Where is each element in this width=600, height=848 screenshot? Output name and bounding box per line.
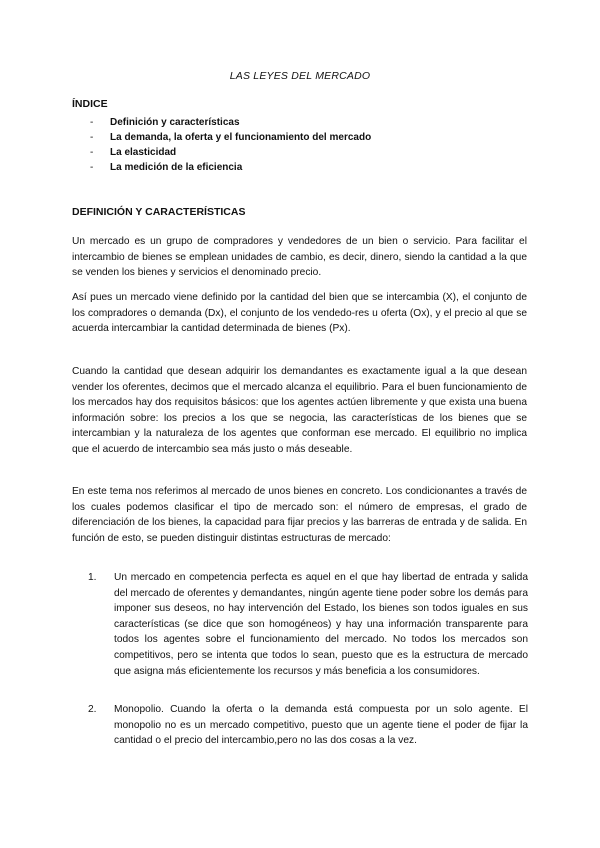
list-number: 2. xyxy=(88,704,97,715)
index-list xyxy=(90,115,371,175)
index-heading: ÍNDICE xyxy=(72,98,108,110)
dash-bullet: - xyxy=(90,117,94,128)
dash-bullet: - xyxy=(90,162,94,173)
dash-bullet: - xyxy=(90,147,94,158)
structures-list xyxy=(88,570,528,679)
list-item xyxy=(88,702,528,749)
document-title: LAS LEYES DEL MERCADO xyxy=(229,70,371,82)
structures-list-continued xyxy=(88,702,528,749)
index-item xyxy=(90,145,371,160)
index-item xyxy=(90,160,371,175)
paragraph-market-components: Así pues un mercado viene definido por la cantidad del bien que se intercambia (X), el conjunto de los compradores o demanda (Dx), el conjunto de los vendedo-res u oferta (Ox), y el precio al que se acuerda intercambiar la cantidad determinada de bienes (Px). xyxy=(72,292,527,335)
index-item xyxy=(90,130,371,145)
section-heading: DEFINICIÓN Y CARACTERÍSTICAS xyxy=(72,206,246,218)
index-item-label: Definición y características xyxy=(110,117,240,128)
paragraph-definition: Un mercado es un grupo de compradores y vendedores de un bien o servicio. Para facilitar el intercambio de bienes se emplean unidades de cambio, es decir, dinero, siendo la cantidad a la que se venden los bienes y servicios el denominado precio. xyxy=(72,236,527,279)
list-item-text: Un mercado en competencia perfecta es aquel en el que hay libertad de entrada y salida del mercado de oferentes y demandantes, ningún agente tiene poder sobre los demás para imponer sus deseos, no hay intervención del Estado, los bienes son todos iguales en sus características (se dice que son homogéneos) y hay una información transparente para todos los agentes sobre el funcionamiento del mercado. No todos los mercados son competitivos, pero se intenta que todos lo sean, puesto que es la estructura de mercado que asigna más eficientemente los recursos y más beneficia a los consumidores. xyxy=(114,572,528,677)
list-number: 1. xyxy=(88,572,97,583)
paragraph-equilibrium: Cuando la cantidad que desean adquirir los demandantes es exactamente igual a la que desean vender los oferentes, decimos que el mercado alcanza el equilibrio. Para el buen funcionamiento de los mercados hay dos requisitos básicos: que los agentes actúen libremente y que exista una buena información sobre: los precios a los que se negocia, las características de los bienes que se intercambian y la naturaleza de los agentes que conforman ese mercado. El equilibrio no implica que el acuerdo de intercambio sea más justo o más deseable. xyxy=(72,366,527,455)
list-item-text: Monopolio. Cuando la oferta o la demanda está compuesta por un solo agente. El monopolio no es un mercado competitivo, puesto que un agente tiene el poder de fijar la cantidad o el precio del intercambio,pero no las dos cosas a la vez. xyxy=(114,704,528,747)
list-item xyxy=(88,570,528,679)
index-item-label: La demanda, la oferta y el funcionamiento del mercado xyxy=(110,132,372,143)
index-item xyxy=(90,115,371,130)
dash-bullet: - xyxy=(90,132,94,143)
paragraph-market-structures: En este tema nos referimos al mercado de unos bienes en concreto. Los condicionantes a través de los cuales podemos clasificar el tipo de mercado son: el número de empresas, el grado de diferenciación de los bienes, la capacidad para fijar precios y las barreras de entrada y de salida. En función de esto, se pueden distinguir distintas estructuras de mercado: xyxy=(72,486,527,544)
index-item-label: La elasticidad xyxy=(110,147,177,158)
index-item-label: La medición de la eficiencia xyxy=(110,162,243,173)
